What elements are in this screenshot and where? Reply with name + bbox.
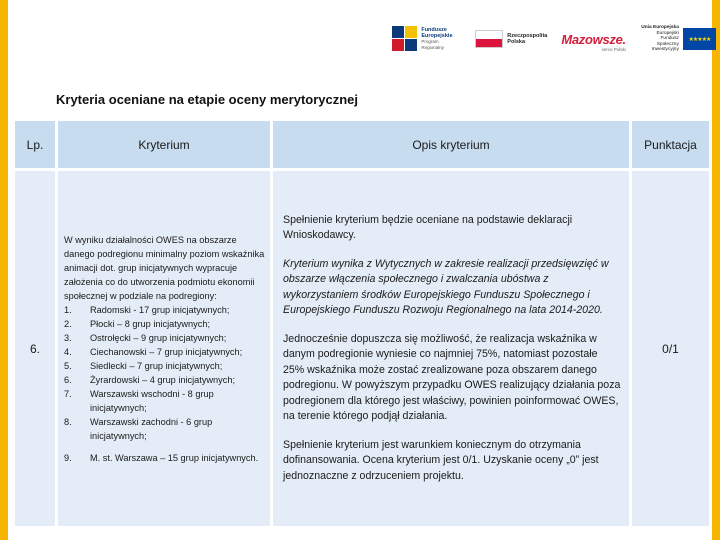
ue-line3: Społeczny: [656, 41, 679, 47]
list-item: [64, 359, 266, 373]
item-text: Radomski - 17 grup inicjatywnych;: [90, 304, 230, 315]
criteria-table: [12, 118, 712, 529]
right-accent-strip: [712, 0, 720, 540]
header-description: Opis kryterium: [273, 121, 629, 168]
description-paragraph-1: Spełnienie kryterium będzie oceniane na podstawie deklaracji Wnioskodawcy.: [283, 213, 573, 242]
list-item: [64, 317, 266, 331]
item-text: Siedlecki – 7 grup inicjatywnych;: [90, 360, 223, 371]
item-number: 9.: [64, 452, 72, 463]
mazowsze-logo: [561, 31, 626, 52]
item-text: Ostrołęcki – 9 grup inicjatywnych;: [90, 332, 227, 343]
page-title: Kryteria oceniane na etapie oceny merytorycznej: [56, 92, 359, 107]
rp-line2: Polska: [507, 39, 526, 45]
mazowsze-name: Mazowsze.: [561, 31, 626, 47]
cell-criterion: [58, 171, 270, 526]
unia-europejska-logo: [638, 25, 716, 53]
item-text: Płocki – 8 grup inicjatywnych;: [90, 318, 211, 329]
fundusze-europejskie-mark-icon: [392, 26, 417, 52]
item-number: 7.: [64, 388, 72, 399]
fe-line1: Fundusze: [421, 27, 447, 33]
item-text: Ciechanowski – 7 grup inicjatywnych;: [90, 346, 243, 357]
description-paragraph-2: Kryterium wynika z Wytycznych w zakresie realizacji przedsięwzięć w obszarze włączenia społecznego i zwalczania ubóstwa z wykorzystaniem środków Europejskiego Funduszu Społecznego i Europejskiego Funduszu Rozwoju Regionalnego na lata 2014-2020.: [283, 257, 609, 317]
header-score: Punktacja: [632, 121, 709, 168]
polish-flag-icon: [475, 30, 503, 48]
item-text: Warszawski wschodni - 8 grup inicjatywnych;: [90, 388, 214, 413]
cell-score: 0/1: [632, 171, 709, 526]
list-item: [64, 373, 266, 387]
rp-line1: Rzeczpospolita: [507, 33, 548, 39]
fundusze-europejskie-logo: [392, 26, 461, 52]
cell-description: [273, 171, 629, 526]
criterion-intro: W wyniku działalności OWES na obszarze danego podregionu minimalny poziom wskaźnika animacji dot. grup inicjatywnych wypracuje założenia co do utworzenia podmiotu ekonomii społecznej w podziale na podregiony:: [64, 234, 265, 301]
item-number: 6.: [64, 374, 72, 385]
rzeczpospolita-logo: [475, 30, 547, 48]
table-row: [15, 171, 709, 526]
logo-bar: [392, 22, 716, 56]
ue-line1: Unia Europejska: [641, 25, 679, 31]
item-number: 3.: [64, 332, 72, 343]
list-item: [64, 345, 266, 359]
fe-line3: Program Regionalny: [421, 39, 444, 50]
item-number: 1.: [64, 304, 72, 315]
cell-lp: 6.: [15, 171, 55, 526]
ue-line4: Inwestycyjny: [651, 47, 679, 53]
item-number: 8.: [64, 416, 72, 427]
left-accent-strip: [0, 0, 8, 540]
mazowsze-sub: serce Polski: [601, 46, 626, 52]
eu-flag-icon: ★★★★★: [683, 28, 716, 50]
description-paragraph-3: Jednocześnie dopuszcza się możliwość, że realizacja wskaźnika w danym podregionie wyniesie co najmniej 75%, natomiast pozostałe 25% wskaźnika może zostać zrealizowane poza obszarem danego podregionu. W powyższym przypadku OWES realizujący działania poza podregionem dla którego jest właściwy, powinien poinformować OWES, na terenie którego podjął działania.: [283, 332, 621, 423]
ue-line2: Europejski Fundusz: [656, 30, 679, 42]
list-item: [64, 451, 266, 465]
fe-line2: Europejskie: [421, 33, 453, 39]
list-item: [64, 303, 266, 317]
list-item: [64, 387, 266, 415]
item-number: 4.: [64, 346, 72, 357]
item-text: M. st. Warszawa – 15 grup inicjatywnych.: [90, 452, 259, 463]
item-text: Warszawski zachodni - 6 grup inicjatywnych;: [90, 416, 213, 441]
list-item: [64, 415, 266, 443]
item-text: Żyrardowski – 4 grup inicjatywnych;: [90, 374, 236, 385]
header-lp: Lp.: [15, 121, 55, 168]
list-item: [64, 331, 266, 345]
table-header-row: [15, 121, 709, 168]
criterion-list: [64, 303, 266, 465]
description-paragraph-4: Spełnienie kryterium jest warunkiem koniecznym do otrzymania dofinansowania. Ocena kryterium jest 0/1. Uzyskanie oceny „0” jest jednoznaczne z odrzuceniem projektu.: [283, 438, 599, 482]
item-number: 2.: [64, 318, 72, 329]
item-number: 5.: [64, 360, 72, 371]
header-criterion: Kryterium: [58, 121, 270, 168]
